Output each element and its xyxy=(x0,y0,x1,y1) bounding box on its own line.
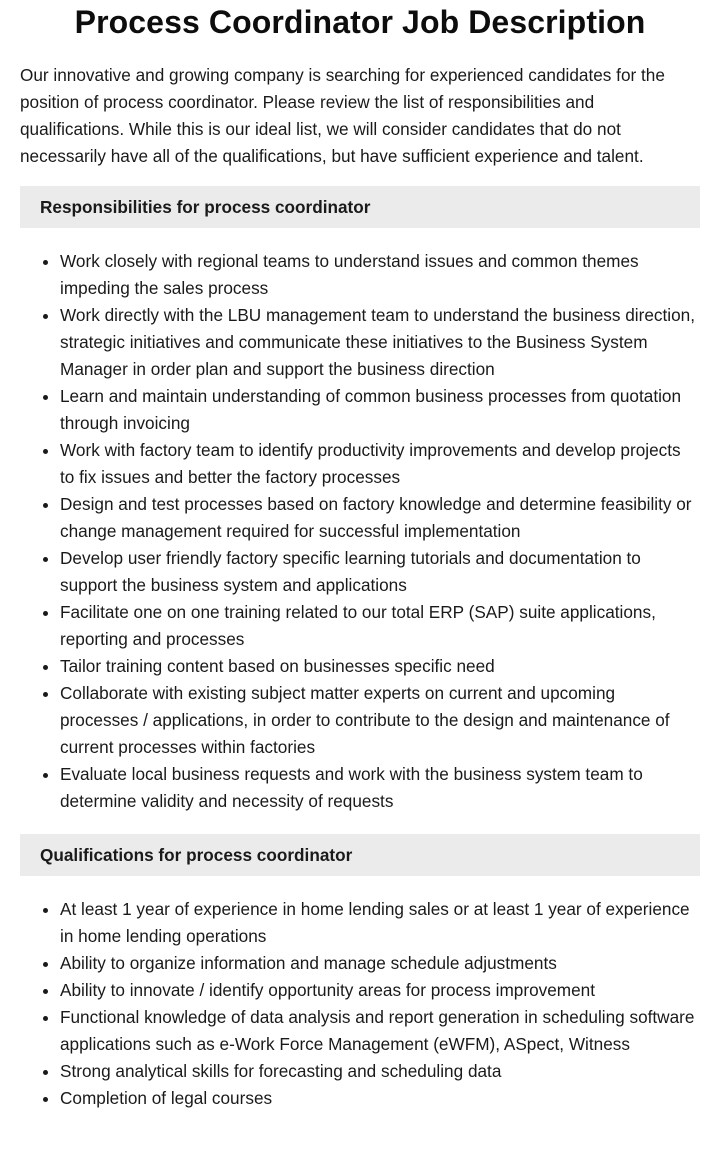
list-item: Functional knowledge of data analysis and report generation in scheduling software applications such as e-Work Force Management (eWFM), ASpect, Witness xyxy=(60,1004,700,1058)
list-item: Ability to innovate / identify opportunity areas for process improvement xyxy=(60,977,700,1004)
qualifications-heading: Qualifications for process coordinator xyxy=(20,834,700,876)
list-item: Develop user friendly factory specific learning tutorials and documentation to support the business system and applications xyxy=(60,545,700,599)
list-item: Work directly with the LBU management team to understand the business direction, strategic initiatives and communicate these initiatives to the Business System Manager in order plan and support the business direction xyxy=(60,302,700,383)
list-item: Design and test processes based on factory knowledge and determine feasibility or change management required for successful implementation xyxy=(60,491,700,545)
list-item: Tailor training content based on businesses specific need xyxy=(60,653,700,680)
list-item: Learn and maintain understanding of common business processes from quotation through invoicing xyxy=(60,383,700,437)
list-item: Work closely with regional teams to understand issues and common themes impeding the sales process xyxy=(60,248,700,302)
responsibilities-heading: Responsibilities for process coordinator xyxy=(20,186,700,228)
list-item: Evaluate local business requests and work with the business system team to determine validity and necessity of requests xyxy=(60,761,700,815)
list-item: Facilitate one on one training related to our total ERP (SAP) suite applications, reporting and processes xyxy=(60,599,700,653)
list-item: Strong analytical skills for forecasting and scheduling data xyxy=(60,1058,700,1085)
list-item: Completion of legal courses xyxy=(60,1085,700,1112)
list-item: Collaborate with existing subject matter experts on current and upcoming processes / applications, in order to contribute to the design and maintenance of current processes within factories xyxy=(60,680,700,761)
list-item: Work with factory team to identify productivity improvements and develop projects to fix issues and better the factory processes xyxy=(60,437,700,491)
qualifications-list xyxy=(20,896,700,1112)
list-item: Ability to organize information and manage schedule adjustments xyxy=(60,950,700,977)
list-item: At least 1 year of experience in home lending sales or at least 1 year of experience in home lending operations xyxy=(60,896,700,950)
responsibilities-list xyxy=(20,248,700,815)
intro-paragraph: Our innovative and growing company is searching for experienced candidates for the position of process coordinator. Please review the list of responsibilities and qualifications. While this is our ideal list, we will consider candidates that do not necessarily have all of the qualifications, but have sufficient experience and talent. xyxy=(20,65,665,166)
page-title: Process Coordinator Job Description xyxy=(74,4,646,40)
